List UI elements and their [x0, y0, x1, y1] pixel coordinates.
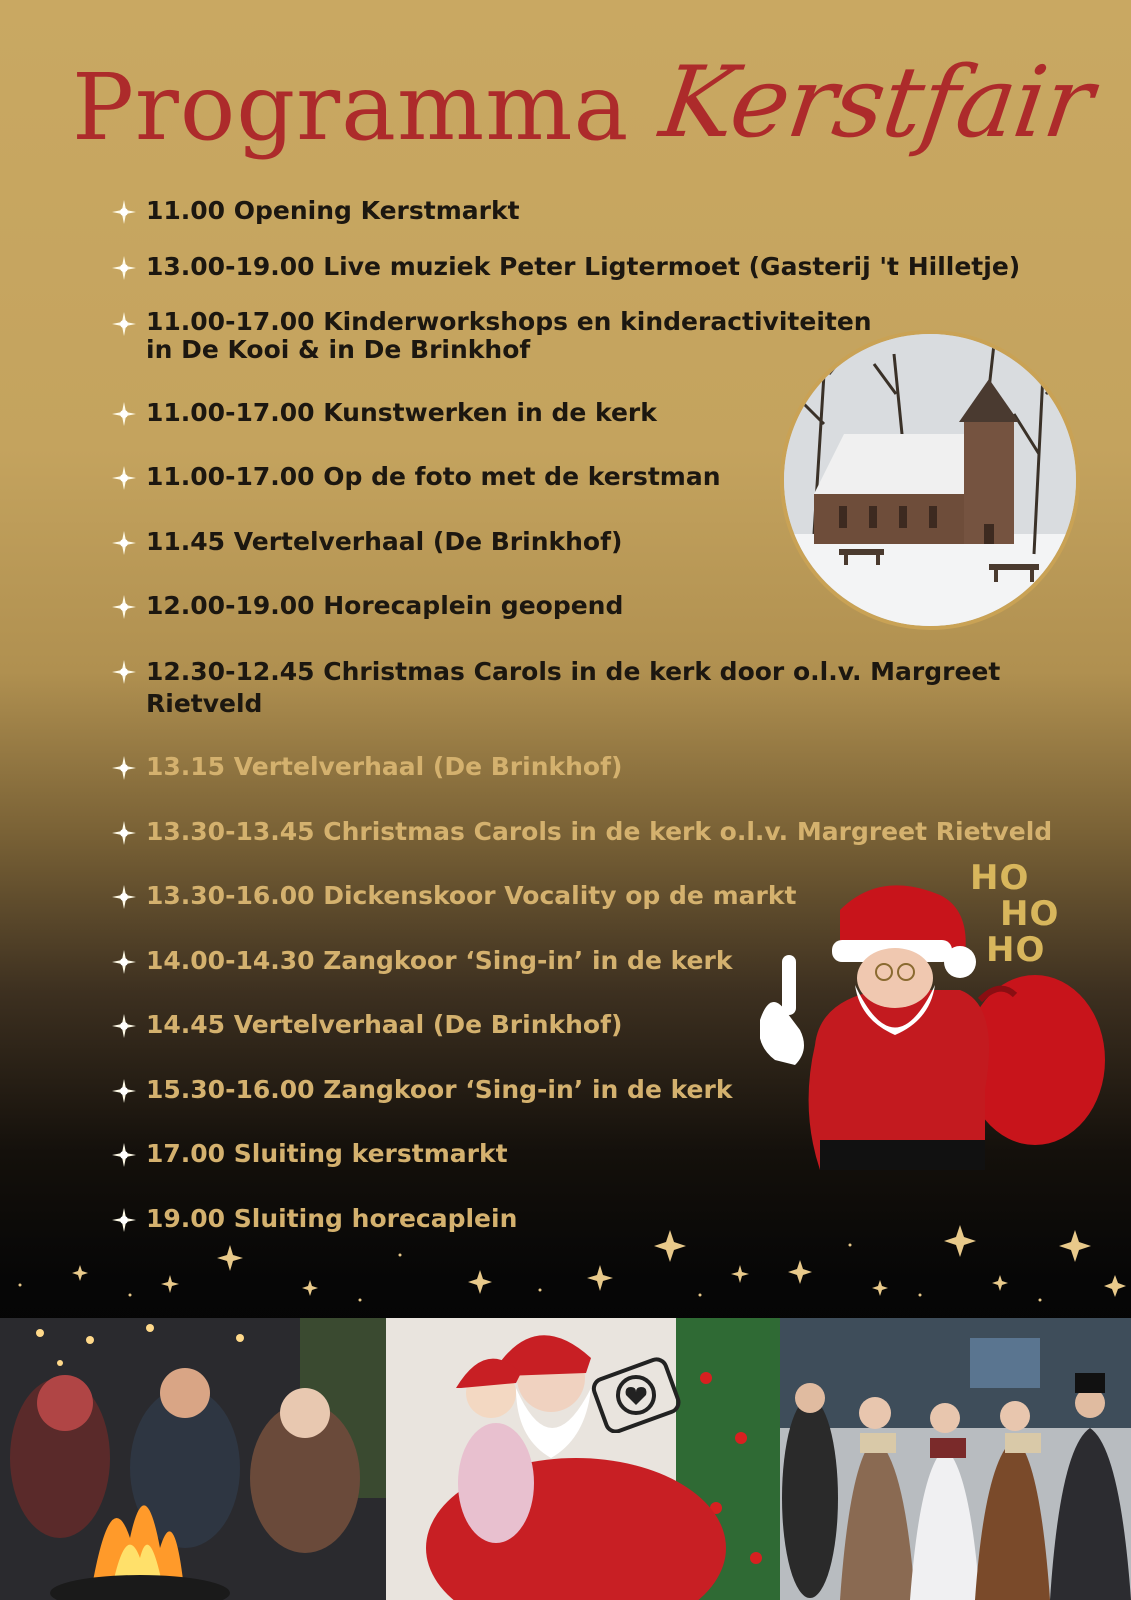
church-illustration	[784, 334, 1080, 630]
hoho-text: HO	[970, 858, 1030, 898]
schedule-item-text: 12.00-19.00 Horecaplein geopend	[146, 591, 624, 620]
sparkle-star-icon	[110, 529, 138, 557]
sparkle-star-icon	[110, 198, 138, 226]
schedule-item-text: 14.45 Vertelverhaal (De Brinkhof)	[146, 1010, 623, 1039]
schedule-item-text: 15.30-16.00 Zangkoor ‘Sing-in’ in de kerk	[146, 1075, 733, 1104]
sparkle-star-icon	[110, 1141, 138, 1169]
schedule-item-text: 13.30-13.45 Christmas Carols in de kerk o.l.v. Margreet Rietveld	[146, 817, 1053, 846]
schedule-item-text: 11.00-17.00 Kunstwerken in de kerk	[146, 398, 657, 427]
sparkle-star-icon	[110, 400, 138, 428]
sparkle-star-icon	[110, 254, 138, 282]
camera-heart-icon	[586, 1343, 686, 1433]
schedule-item-text: 11.45 Vertelverhaal (De Brinkhof)	[146, 527, 623, 556]
sparkle-band	[0, 1225, 1131, 1320]
title-script: Kerstfair	[653, 46, 1100, 160]
schedule-item-text: 17.00 Sluiting kerstmarkt	[146, 1139, 508, 1168]
schedule-item-text: 11.00-17.00 Kinderworkshops en kinderactiviteiten in De Kooi & in De Brinkhof	[146, 307, 872, 364]
sparkle-star-icon	[110, 1012, 138, 1040]
hoho-text: HO	[986, 930, 1046, 970]
schedule-item-text: 13.00-19.00 Live muziek Peter Ligtermoet (Gasterij 't Hilletje)	[146, 252, 1021, 281]
sparkle-star-icon	[110, 658, 138, 686]
schedule-item-text: 14.00-14.30 Zangkoor ‘Sing-in’ in de kerk	[146, 946, 733, 975]
sparkle-star-icon	[110, 464, 138, 492]
sparkle-star-icon	[110, 819, 138, 847]
sparkle-star-icon	[110, 593, 138, 621]
schedule-item-text: 12.30-12.45 Christmas Carols in de kerk door o.l.v. Margreet Rietveld	[146, 657, 1001, 718]
schedule-item-text: 11.00-17.00 Op de foto met de kerstman	[146, 462, 721, 491]
choir-photo	[780, 1318, 1131, 1600]
title-main: Programma	[72, 54, 630, 161]
hoho-text: HO	[1000, 894, 1060, 934]
sparkle-star-icon	[110, 948, 138, 976]
schedule-item-text: 11.00 Opening Kerstmarkt	[146, 196, 520, 225]
photo-strip	[0, 1318, 1131, 1600]
schedule-item-text: 13.30-16.00 Dickenskoor Vocality op de markt	[146, 881, 797, 910]
campfire-photo	[0, 1318, 386, 1600]
church-photo	[780, 330, 1080, 630]
schedule-item-text: 13.15 Vertelverhaal (De Brinkhof)	[146, 752, 623, 781]
santa-illustration	[760, 858, 1110, 1200]
sparkle-star-icon	[110, 1077, 138, 1105]
sparkle-star-icon	[110, 754, 138, 782]
sparkle-star-icon	[110, 883, 138, 911]
schedule-item-text: 19.00 Sluiting horecaplein	[146, 1204, 518, 1233]
sparkle-star-icon	[110, 310, 138, 338]
santa-photo	[386, 1318, 780, 1600]
